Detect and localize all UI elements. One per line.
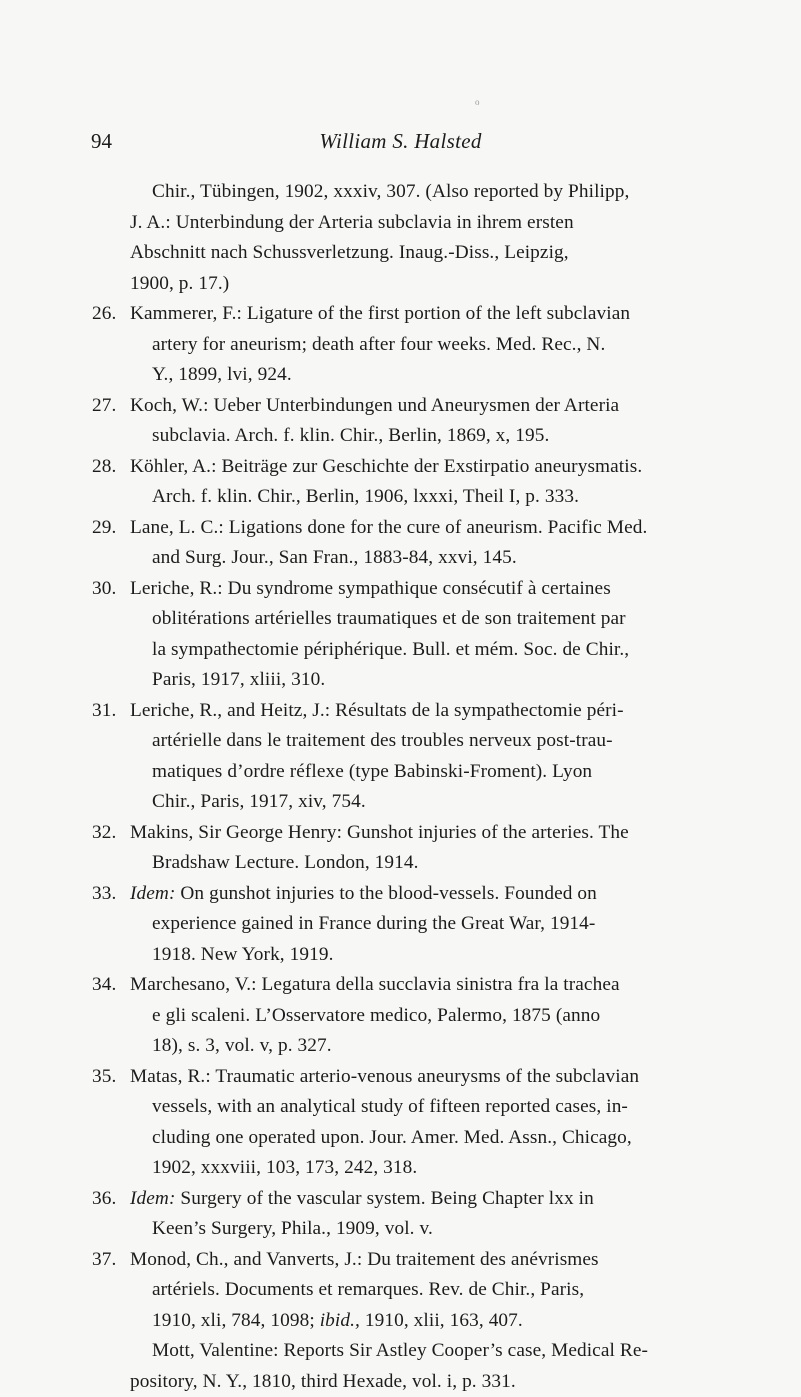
print-mark: o	[475, 97, 480, 107]
reference-line: Arch. f. klin. Chir., Berlin, 1906, lxxxi, Theil I, p. 333.	[130, 482, 710, 513]
reference-text	[130, 177, 710, 299]
reference-line: Mott, Valentine: Reports Sir Astley Cooper’s case, Medical Re-	[130, 1336, 710, 1367]
idem-label: Idem:	[130, 1188, 175, 1209]
reference-line: experience gained in France during the Great War, 1914-	[130, 909, 710, 940]
reference-entry	[0, 1184, 801, 1245]
page-header	[0, 129, 801, 157]
reference-text	[130, 391, 710, 452]
reference-text	[130, 513, 710, 574]
idem-label: Idem:	[130, 883, 175, 904]
reference-number: 31.	[92, 696, 116, 727]
reference-line: oblitérations artérielles traumatiques et de son traitement par	[130, 604, 710, 635]
reference-number: 26.	[92, 299, 116, 330]
reference-text	[130, 299, 710, 391]
reference-line: Makins, Sir George Henry: Gunshot injuries of the arteries. The	[130, 818, 710, 849]
reference-list	[0, 177, 801, 1397]
reference-line: 1900, p. 17.)	[130, 269, 710, 300]
reference-line: Keen’s Surgery, Phila., 1909, vol. v.	[130, 1214, 710, 1245]
reference-text	[130, 1184, 710, 1245]
reference-line: Marchesano, V.: Legatura della succlavia sinistra fra la trachea	[130, 970, 710, 1001]
reference-number: 30.	[92, 574, 116, 605]
reference-line-text: Surgery of the vascular system. Being Chapter lxx in	[175, 1188, 593, 1209]
reference-entry	[0, 1245, 801, 1337]
reference-line: Kammerer, F.: Ligature of the first portion of the left subclavian	[130, 299, 710, 330]
page-number: 94	[91, 129, 112, 154]
reference-line: Paris, 1917, xliii, 310.	[130, 665, 710, 696]
reference-line: 1902, xxxviii, 103, 173, 242, 318.	[130, 1153, 710, 1184]
reference-number: 32.	[92, 818, 116, 849]
reference-line: Leriche, R., and Heitz, J.: Résultats de la sympathectomie péri-	[130, 696, 710, 727]
reference-number: 27.	[92, 391, 116, 422]
reference-number: 28.	[92, 452, 116, 483]
reference-text	[130, 1336, 710, 1397]
reference-line: artery for aneurism; death after four weeks. Med. Rec., N.	[130, 330, 710, 361]
reference-line: la sympathectomie périphérique. Bull. et mém. Soc. de Chir.,	[130, 635, 710, 666]
reference-line: matiques d’ordre réflexe (type Babinski-Froment). Lyon	[130, 757, 710, 788]
reference-entry	[0, 513, 801, 574]
reference-entry	[0, 879, 801, 971]
reference-entry	[0, 696, 801, 818]
reference-line: Koch, W.: Ueber Unterbindungen und Aneurysmen der Arteria	[130, 391, 710, 422]
reference-text	[130, 452, 710, 513]
reference-entry	[0, 970, 801, 1062]
reference-number: 34.	[92, 970, 116, 1001]
reference-text	[130, 970, 710, 1062]
reference-line: Lane, L. C.: Ligations done for the cure of aneurism. Pacific Med.	[130, 513, 710, 544]
reference-line: Chir., Paris, 1917, xiv, 754.	[130, 787, 710, 818]
reference-number: 35.	[92, 1062, 116, 1093]
reference-entry	[0, 1336, 801, 1397]
reference-line: Monod, Ch., and Vanverts, J.: Du traitement des anévrismes	[130, 1245, 710, 1276]
reference-line: 18), s. 3, vol. v, p. 327.	[130, 1031, 710, 1062]
reference-number: 33.	[92, 879, 116, 910]
reference-entry	[0, 574, 801, 696]
reference-text	[130, 696, 710, 818]
reference-text	[130, 818, 710, 879]
reference-text	[130, 574, 710, 696]
reference-line: artérielle dans le traitement des troubles nerveux post-trau-	[130, 726, 710, 757]
reference-line	[130, 879, 710, 910]
reference-entry	[0, 1062, 801, 1184]
reference-number: 37.	[92, 1245, 116, 1276]
reference-line: cluding one operated upon. Jour. Amer. Med. Assn., Chicago,	[130, 1123, 710, 1154]
reference-line-text: On gunshot injuries to the blood-vessels. Founded on	[175, 883, 596, 904]
reference-line: Abschnitt nach Schussverletzung. Inaug.-Diss., Leipzig,	[130, 238, 710, 269]
reference-line: vessels, with an analytical study of fifteen reported cases, in-	[130, 1092, 710, 1123]
reference-line: 1910, xli, 784, 1098; ibid., 1910, xlii, 163, 407.	[130, 1306, 710, 1337]
running-head: William S. Halsted	[0, 129, 801, 154]
reference-number: 29.	[92, 513, 116, 544]
reference-entry	[0, 299, 801, 391]
reference-entry	[0, 391, 801, 452]
reference-line: Leriche, R.: Du syndrome sympathique consécutif à certaines	[130, 574, 710, 605]
reference-line: J. A.: Unterbindung der Arteria subclavia in ihrem ersten	[130, 208, 710, 239]
reference-text	[130, 1245, 710, 1337]
reference-text	[130, 1062, 710, 1184]
reference-line: 1918. New York, 1919.	[130, 940, 710, 971]
reference-text	[130, 879, 710, 971]
reference-line: artériels. Documents et remarques. Rev. de Chir., Paris,	[130, 1275, 710, 1306]
reference-entry	[0, 452, 801, 513]
reference-line: Bradshaw Lecture. London, 1914.	[130, 848, 710, 879]
reference-entry	[0, 818, 801, 879]
reference-line: e gli scaleni. L’Osservatore medico, Palermo, 1875 (anno	[130, 1001, 710, 1032]
reference-line	[130, 1184, 710, 1215]
reference-line: subclavia. Arch. f. klin. Chir., Berlin, 1869, x, 195.	[130, 421, 710, 452]
reference-number: 36.	[92, 1184, 116, 1215]
reference-line: pository, N. Y., 1810, third Hexade, vol. i, p. 331.	[130, 1367, 710, 1397]
reference-line: Köhler, A.: Beiträge zur Geschichte der Exstirpatio aneurysmatis.	[130, 452, 710, 483]
reference-line: Matas, R.: Traumatic arterio-venous aneurysms of the subclavian	[130, 1062, 710, 1093]
reference-line: Y., 1899, lvi, 924.	[130, 360, 710, 391]
reference-entry	[0, 177, 801, 299]
reference-line: Chir., Tübingen, 1902, xxxiv, 307. (Also reported by Philipp,	[130, 177, 710, 208]
reference-line: and Surg. Jour., San Fran., 1883-84, xxvi, 145.	[130, 543, 710, 574]
